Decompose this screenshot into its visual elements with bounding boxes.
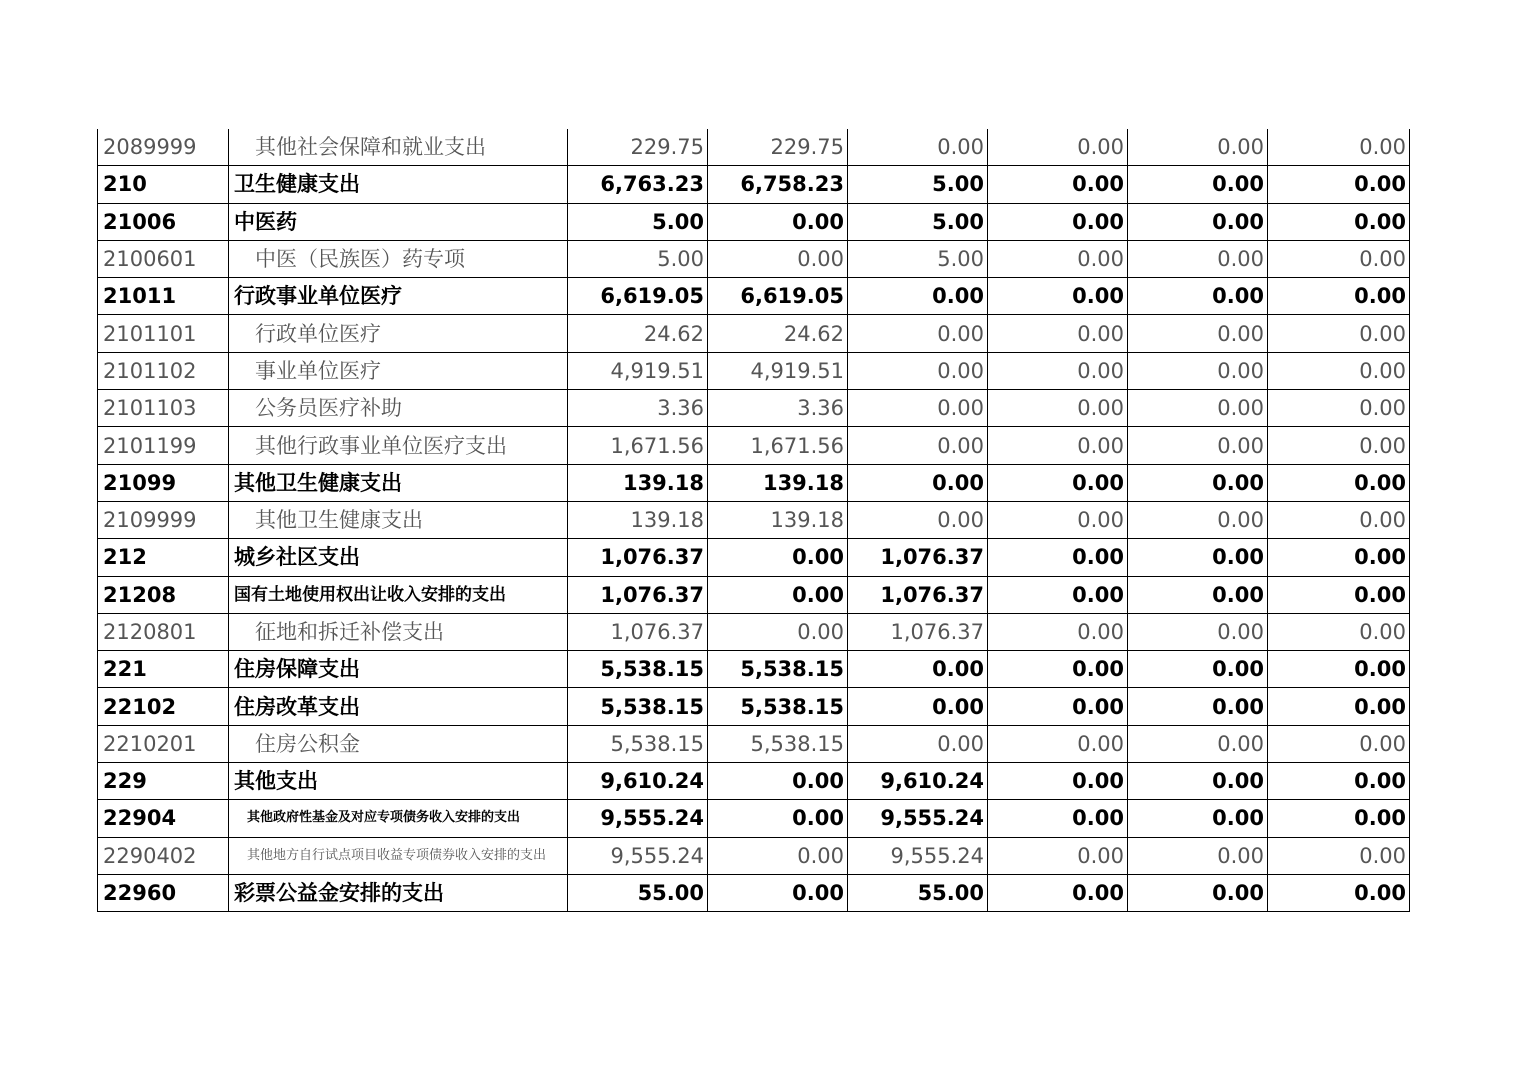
row-value-cell: 0.00 [1268,352,1410,389]
row-code-cell: 2109999 [98,501,229,538]
row-value-cell: 0.00 [848,315,988,352]
row-value-cell: 0.00 [848,129,988,166]
row-code-cell: 2101102 [98,352,229,389]
row-value-cell: 5,538.15 [708,725,848,762]
table-row [98,613,1410,650]
table-row [98,129,1410,166]
row-value-cell: 0.00 [1128,352,1268,389]
row-value-cell: 3.36 [708,390,848,427]
row-value-cell: 0.00 [708,613,848,650]
row-value-cell: 0.00 [1268,427,1410,464]
row-value-cell: 0.00 [1268,315,1410,352]
row-value-cell: 9,555.24 [848,800,988,837]
row-value-cell: 0.00 [1268,501,1410,538]
row-value-cell: 0.00 [848,688,988,725]
row-value-cell: 0.00 [988,390,1128,427]
row-value-cell: 0.00 [1128,390,1268,427]
row-name-cell: 事业单位医疗 [229,352,568,389]
row-value-cell: 0.00 [1128,725,1268,762]
row-code-cell: 2101101 [98,315,229,352]
row-value-cell: 5.00 [848,166,988,203]
row-value-cell: 5,538.15 [708,688,848,725]
row-value-cell: 0.00 [848,464,988,501]
row-code-cell: 212 [98,539,229,576]
row-value-cell: 229.75 [568,129,708,166]
row-value-cell: 0.00 [1268,725,1410,762]
row-value-cell: 0.00 [1268,763,1410,800]
row-value-cell: 1,076.37 [848,576,988,613]
row-code-cell: 2101199 [98,427,229,464]
row-name-cell: 住房公积金 [229,725,568,762]
row-name-cell: 城乡社区支出 [229,539,568,576]
row-value-cell: 0.00 [708,800,848,837]
row-value-cell: 139.18 [708,501,848,538]
table-row [98,874,1410,911]
table-row [98,278,1410,315]
row-value-cell: 0.00 [988,203,1128,240]
row-value-cell: 4,919.51 [568,352,708,389]
row-value-cell: 5,538.15 [568,688,708,725]
row-value-cell: 0.00 [1268,129,1410,166]
row-value-cell: 0.00 [1128,464,1268,501]
table-row [98,166,1410,203]
row-value-cell: 0.00 [988,352,1128,389]
row-code-cell: 210 [98,166,229,203]
row-name-cell: 其他支出 [229,763,568,800]
row-value-cell: 0.00 [1268,166,1410,203]
row-value-cell: 0.00 [1268,800,1410,837]
row-value-cell: 0.00 [848,651,988,688]
row-name-cell: 行政单位医疗 [229,315,568,352]
row-value-cell: 5.00 [848,240,988,277]
row-value-cell: 1,671.56 [568,427,708,464]
table-row [98,725,1410,762]
row-value-cell: 0.00 [988,651,1128,688]
row-value-cell: 0.00 [1128,539,1268,576]
row-name-cell: 卫生健康支出 [229,166,568,203]
row-value-cell: 0.00 [1268,874,1410,911]
table-row [98,390,1410,427]
row-value-cell: 5,538.15 [568,651,708,688]
row-value-cell: 0.00 [1128,800,1268,837]
expenditure-table [97,129,1410,912]
row-value-cell: 0.00 [708,203,848,240]
row-value-cell: 0.00 [848,501,988,538]
row-code-cell: 2120801 [98,613,229,650]
row-name-cell: 中医（民族医）药专项 [229,240,568,277]
row-value-cell: 0.00 [1128,427,1268,464]
row-value-cell: 6,619.05 [568,278,708,315]
row-code-cell: 22904 [98,800,229,837]
row-value-cell: 0.00 [708,763,848,800]
row-value-cell: 0.00 [1128,129,1268,166]
row-name-cell: 其他行政事业单位医疗支出 [229,427,568,464]
table-row [98,837,1410,874]
row-value-cell: 0.00 [1268,539,1410,576]
row-value-cell: 0.00 [1268,464,1410,501]
row-value-cell: 3.36 [568,390,708,427]
row-name-cell: 住房改革支出 [229,688,568,725]
row-value-cell: 0.00 [1128,613,1268,650]
row-value-cell: 0.00 [988,539,1128,576]
row-name-cell: 住房保障支出 [229,651,568,688]
row-value-cell: 0.00 [1128,278,1268,315]
row-name-cell: 彩票公益金安排的支出 [229,874,568,911]
row-code-cell: 221 [98,651,229,688]
row-code-cell: 22960 [98,874,229,911]
row-value-cell: 139.18 [708,464,848,501]
row-value-cell: 1,076.37 [568,613,708,650]
row-value-cell: 24.62 [568,315,708,352]
row-value-cell: 0.00 [1128,763,1268,800]
row-value-cell: 1,076.37 [848,613,988,650]
row-name-cell: 其他地方自行试点项目收益专项债券收入安排的支出 [229,837,568,874]
row-value-cell: 5.00 [848,203,988,240]
row-value-cell: 0.00 [848,352,988,389]
row-value-cell: 9,610.24 [568,763,708,800]
row-value-cell: 0.00 [1128,315,1268,352]
row-value-cell: 6,763.23 [568,166,708,203]
row-value-cell: 1,076.37 [568,576,708,613]
row-code-cell: 2089999 [98,129,229,166]
row-value-cell: 1,671.56 [708,427,848,464]
row-value-cell: 0.00 [988,874,1128,911]
row-value-cell: 139.18 [568,464,708,501]
row-value-cell: 0.00 [1268,651,1410,688]
row-value-cell: 9,555.24 [568,800,708,837]
row-value-cell: 0.00 [988,427,1128,464]
row-value-cell: 139.18 [568,501,708,538]
row-value-cell: 5,538.15 [708,651,848,688]
row-code-cell: 21208 [98,576,229,613]
row-value-cell: 6,758.23 [708,166,848,203]
row-value-cell: 0.00 [1268,390,1410,427]
row-value-cell: 0.00 [1128,203,1268,240]
row-name-cell: 其他政府性基金及对应专项债务收入安排的支出 [229,800,568,837]
row-value-cell: 5,538.15 [568,725,708,762]
table-row [98,240,1410,277]
table-row [98,763,1410,800]
table-row [98,427,1410,464]
table-row [98,464,1410,501]
row-value-cell: 0.00 [1268,576,1410,613]
row-value-cell: 24.62 [708,315,848,352]
row-value-cell: 5.00 [568,240,708,277]
row-value-cell: 0.00 [988,240,1128,277]
row-value-cell: 0.00 [708,874,848,911]
row-code-cell: 2101103 [98,390,229,427]
row-value-cell: 0.00 [848,427,988,464]
row-code-cell: 2210201 [98,725,229,762]
row-name-cell: 行政事业单位医疗 [229,278,568,315]
row-value-cell: 0.00 [988,725,1128,762]
row-value-cell: 4,919.51 [708,352,848,389]
row-value-cell: 5.00 [568,203,708,240]
row-value-cell: 0.00 [848,390,988,427]
row-value-cell: 0.00 [708,539,848,576]
table-row [98,315,1410,352]
row-value-cell: 0.00 [988,464,1128,501]
table-row [98,800,1410,837]
table-row [98,352,1410,389]
table-body [98,129,1410,912]
row-value-cell: 9,555.24 [848,837,988,874]
row-value-cell: 0.00 [708,837,848,874]
row-value-cell: 6,619.05 [708,278,848,315]
row-value-cell: 0.00 [1128,688,1268,725]
table-row [98,539,1410,576]
row-value-cell: 0.00 [1128,837,1268,874]
table-row [98,501,1410,538]
row-value-cell: 0.00 [1128,874,1268,911]
row-code-cell: 21011 [98,278,229,315]
row-name-cell: 国有土地使用权出让收入安排的支出 [229,576,568,613]
row-value-cell: 0.00 [1268,837,1410,874]
row-value-cell: 0.00 [1128,240,1268,277]
row-name-cell: 征地和拆迁补偿支出 [229,613,568,650]
row-code-cell: 22102 [98,688,229,725]
row-code-cell: 2100601 [98,240,229,277]
row-value-cell: 1,076.37 [568,539,708,576]
row-value-cell: 0.00 [848,725,988,762]
row-value-cell: 0.00 [708,576,848,613]
row-name-cell: 中医药 [229,203,568,240]
row-value-cell: 55.00 [848,874,988,911]
row-code-cell: 2290402 [98,837,229,874]
row-value-cell: 0.00 [988,576,1128,613]
row-value-cell: 0.00 [988,278,1128,315]
row-value-cell: 0.00 [1268,278,1410,315]
row-value-cell: 0.00 [988,763,1128,800]
row-value-cell: 229.75 [708,129,848,166]
row-value-cell: 0.00 [708,240,848,277]
row-value-cell: 0.00 [1268,688,1410,725]
row-name-cell: 其他社会保障和就业支出 [229,129,568,166]
table-row [98,651,1410,688]
row-value-cell: 0.00 [1128,651,1268,688]
row-value-cell: 0.00 [988,613,1128,650]
row-value-cell: 0.00 [848,278,988,315]
row-value-cell: 0.00 [1268,203,1410,240]
table-row [98,576,1410,613]
row-value-cell: 0.00 [1268,613,1410,650]
row-value-cell: 0.00 [988,501,1128,538]
row-code-cell: 21099 [98,464,229,501]
row-value-cell: 9,555.24 [568,837,708,874]
row-value-cell: 9,610.24 [848,763,988,800]
row-value-cell: 0.00 [988,837,1128,874]
row-name-cell: 其他卫生健康支出 [229,464,568,501]
row-value-cell: 55.00 [568,874,708,911]
row-value-cell: 1,076.37 [848,539,988,576]
row-name-cell: 其他卫生健康支出 [229,501,568,538]
row-value-cell: 0.00 [988,688,1128,725]
row-value-cell: 0.00 [988,800,1128,837]
row-value-cell: 0.00 [988,129,1128,166]
row-value-cell: 0.00 [988,166,1128,203]
row-code-cell: 21006 [98,203,229,240]
table-row [98,203,1410,240]
row-name-cell: 公务员医疗补助 [229,390,568,427]
row-code-cell: 229 [98,763,229,800]
row-value-cell: 0.00 [1128,501,1268,538]
row-value-cell: 0.00 [1128,166,1268,203]
row-value-cell: 0.00 [988,315,1128,352]
table-row [98,688,1410,725]
row-value-cell: 0.00 [1128,576,1268,613]
row-value-cell: 0.00 [1268,240,1410,277]
